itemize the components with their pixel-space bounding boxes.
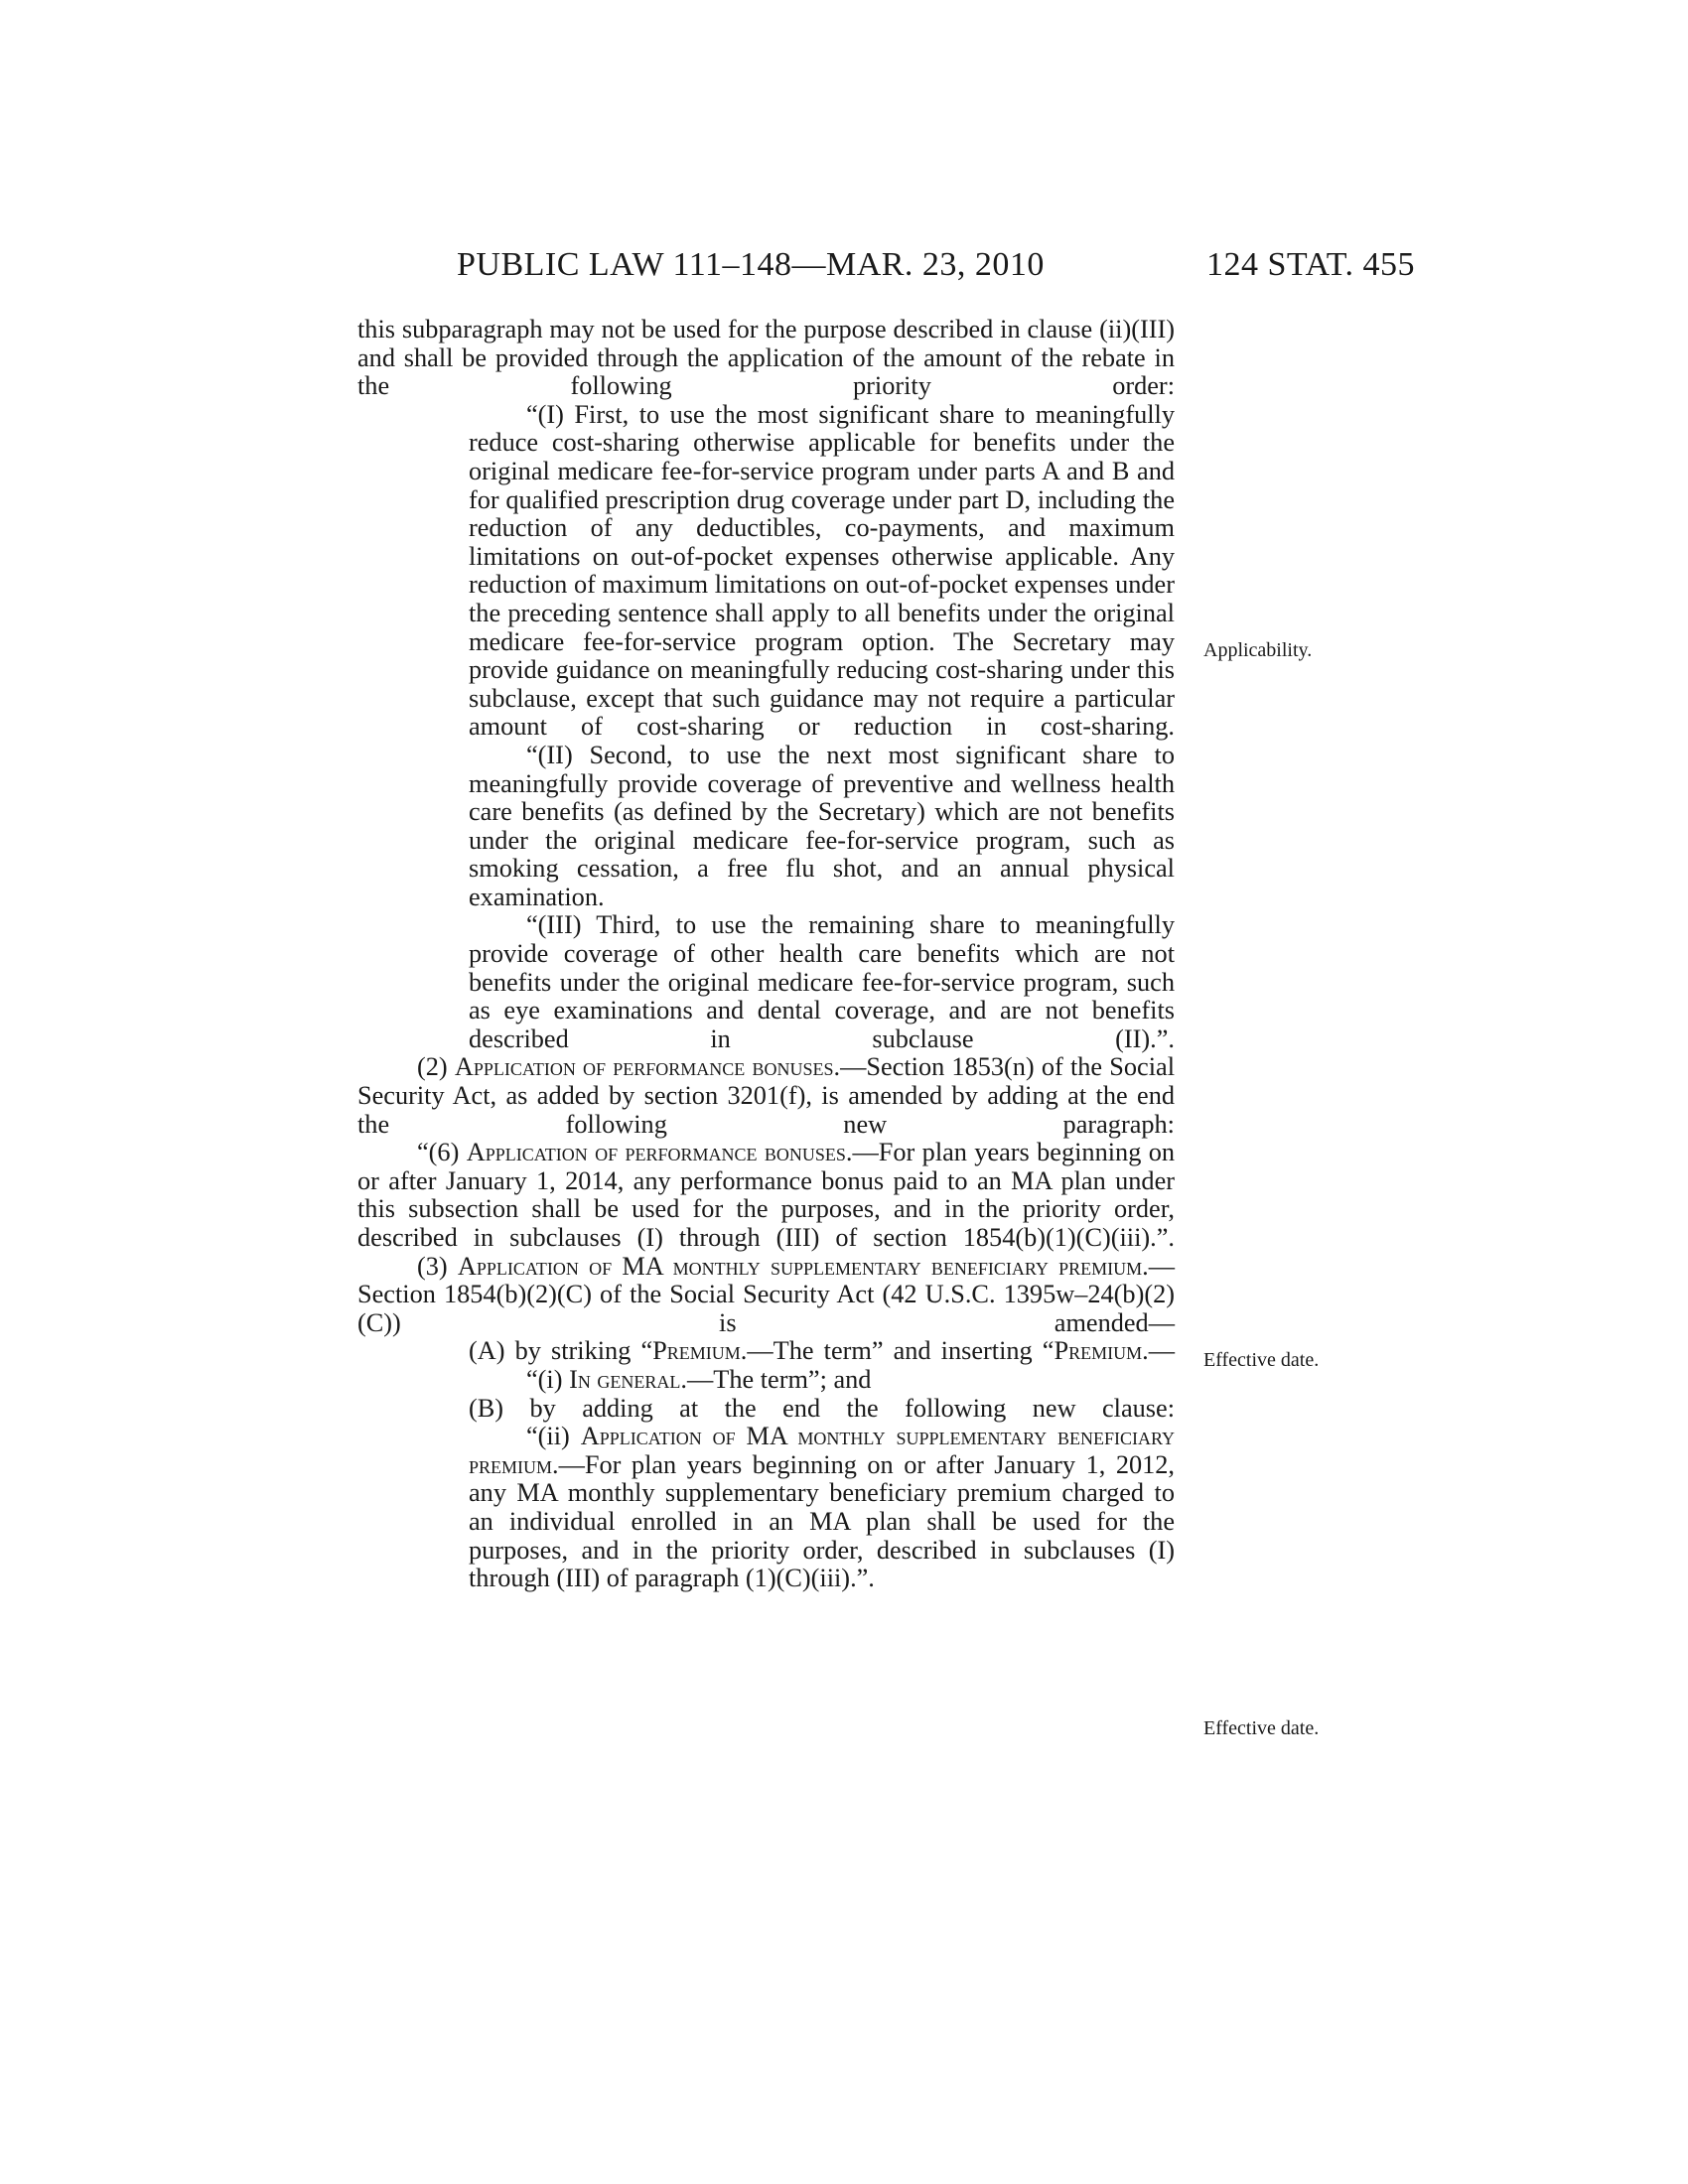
clause-i-text: —The term”; and (686, 1364, 872, 1394)
paragraph-2-number: (2) (417, 1052, 455, 1082)
margin-note-effective-date-2: Effective date. (1203, 1717, 1320, 1739)
paragraph-6 (357, 1139, 1175, 1252)
clause-ii-number: “(ii) (526, 1422, 581, 1451)
subparagraph-B: (B) by adding at the end the following new clause: (469, 1393, 1175, 1423)
paragraph-2-text: —Section 1853(n) of the Social Security Act, as added by section 3201(f), is amended by adding at the end the following new paragraph: (357, 1052, 1175, 1139)
clause-ii-text: —For plan years beginning on or after January 1, 2012, any MA monthly supplementary beneficiary premium charged to an individual enrolled in an MA plan shall be used for the purposes, and in the priority order, described in subclauses (I) through (III) of paragraph (1)(C)(iii).”. (469, 1449, 1175, 1593)
paragraph-2-heading: Application of performance bonuses. (454, 1052, 841, 1082)
paragraph-3-text: —Section 1854(b)(2)(C) of the Social Security Act (42 U.S.C. 1395w–24(b)(2)(C)) is amended— (357, 1251, 1175, 1337)
margin-note-applicability: Applicability. (1203, 639, 1313, 661)
document-body (357, 316, 1175, 1593)
subparagraph-A-text: (A) by striking “ (469, 1336, 653, 1366)
clause-i (357, 1366, 1175, 1395)
margin-note-effective-date-1: Effective date. (1203, 1349, 1320, 1371)
paragraph-3-heading: Application of MA monthly supplementary beneficiary premium. (457, 1251, 1149, 1281)
subparagraph-A-text-2: —The term” and inserting “ (747, 1336, 1055, 1366)
paragraph-3 (357, 1253, 1175, 1338)
paragraph-6-text: —For plan years beginning on or after January 1, 2014, any performance bonus paid to an MA plan under this subsection shall be used for the purposes, and in the priority order, described in subclauses (I) through (III) of section 1854(b)(1)(C)(iii).”. (357, 1138, 1176, 1252)
subparagraph-A-term-2: Premium. (1054, 1336, 1149, 1366)
paragraph-6-number: “(6) (417, 1138, 467, 1167)
subclause-II: “(II) Second, to use the next most significant share to meaningfully provide coverage of preventive and wellness health care benefits (as defined by the Secretary) which are not benefits under the original medicare fee-for-service program, such as smoking cessation, a free flu shot, and an annual physical examination. (469, 740, 1175, 911)
paragraph-3-number: (3) (417, 1251, 458, 1281)
page-header-title: PUBLIC LAW 111–148—MAR. 23, 2010 (457, 246, 1045, 283)
clause-i-number: “(i) (526, 1364, 570, 1394)
page-header-stat: 124 STAT. 455 (1206, 246, 1415, 283)
paragraph-2 (357, 1053, 1175, 1139)
subparagraph-A (357, 1337, 1175, 1366)
subclause-III: “(III) Third, to use the remaining share to meaningfully provide coverage of other health care benefits which are not benefits under the original medicare fee-for-service program, such as eye examinations and dental coverage, and are not benefits described in subclause (II).”. (469, 910, 1175, 1053)
intro-paragraph: this subparagraph may not be used for the purpose described in clause (ii)(III) and shall be provided through the application of the amount of the rebate in the following priority order: (357, 315, 1175, 401)
clause-ii-heading: Application of MA monthly supplementary beneficiary premium. (469, 1422, 1175, 1479)
clause-ii (357, 1423, 1175, 1593)
paragraph-6-heading: Application of performance bonuses. (466, 1138, 853, 1167)
subparagraph-A-term-1: Premium. (652, 1336, 748, 1366)
clause-i-heading: In general. (569, 1364, 687, 1394)
subclause-I: “(I) First, to use the most significant share to meaningfully reduce cost-sharing otherwise applicable for benefits under the original medicare fee-for-service program under parts A and B and for qualified prescription drug coverage under part D, including the reduction of any deductibles, co-payments, and maximum limitations on out-of-pocket expenses otherwise applicable. Any reduction of maximum limitations on out-of-pocket expenses under the preceding sentence shall apply to all benefits under the original medicare fee-for-service program option. The Secretary may provide guidance on meaningfully reducing cost-sharing under this subclause, except that such guidance may not require a particular amount of cost-sharing or reduction in cost-sharing. (469, 399, 1175, 742)
subparagraph-A-dash: — (1148, 1336, 1175, 1366)
